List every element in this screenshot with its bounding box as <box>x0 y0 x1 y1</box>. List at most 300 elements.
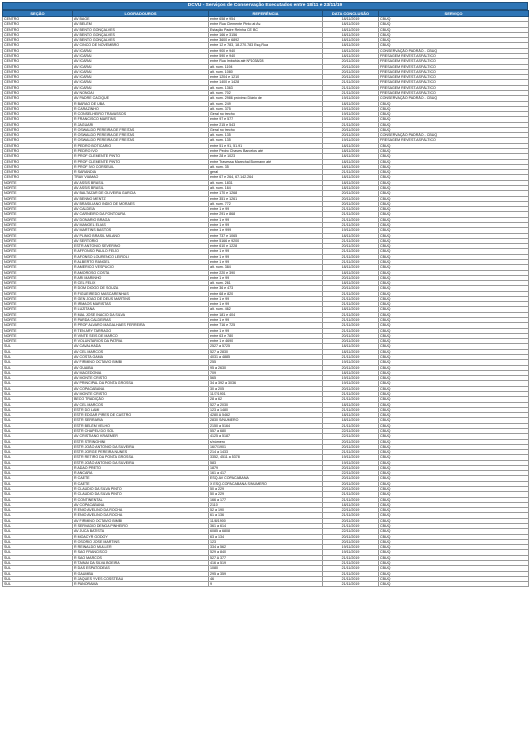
cell-logradouro: AV SERTORIO <box>73 238 209 243</box>
cell-secao: CENTRO <box>3 117 73 122</box>
cell-secao: CENTRO <box>3 32 73 37</box>
cell-servico: CBUQ <box>379 175 529 180</box>
cell-secao: SUL <box>3 376 73 381</box>
cell-referencia: entre 68 e 820 <box>209 291 323 296</box>
cell-secao: SUL <box>3 476 73 481</box>
cell-servico: CBUQ <box>379 149 529 154</box>
cell-secao: SUL <box>3 582 73 587</box>
cell-data-conclusao: 19/11/2019 <box>323 455 379 460</box>
cell-servico: CBUQ <box>379 291 529 296</box>
cell-logradouro: AV JUCA BATISTA <box>73 529 209 534</box>
cell-logradouro: R SAO FRANCISCO <box>73 550 209 555</box>
cell-servico: CBUQ <box>379 233 529 238</box>
cell-servico: CONSERVAÇÃO PADRÃO - CBUQ <box>379 48 529 53</box>
cell-logradouro: R CAETE <box>73 476 209 481</box>
cell-logradouro: ESTR JOÃO ANTONIO DA SILVEIRA <box>73 444 209 449</box>
cell-secao: SUL <box>3 434 73 439</box>
cell-secao: CENTRO <box>3 43 73 48</box>
cell-data-conclusao: 22/11/2019 <box>323 529 379 534</box>
cell-secao: NORTE <box>3 212 73 217</box>
cell-data-conclusao: 21/11/2019 <box>323 328 379 333</box>
cell-servico: CBUQ <box>379 428 529 433</box>
cell-referencia: entre 610 e 1228 <box>209 244 323 249</box>
cell-referencia: 1080 <box>209 566 323 571</box>
cell-secao: CENTRO <box>3 127 73 132</box>
cell-logradouro: R ARI MARINHO <box>73 275 209 280</box>
cell-servico: CBUQ <box>379 450 529 455</box>
cell-data-conclusao: 20/11/2019 <box>323 64 379 69</box>
cell-referencia: entre 1 e 99 <box>209 302 323 307</box>
cell-referencia: 295 a 359 <box>209 571 323 576</box>
column-header-secao: SEÇÃO <box>3 11 73 17</box>
cell-logradouro: R FIGUEIREDO MASCARENHAS <box>73 291 209 296</box>
cell-servico: CBUQ <box>379 333 529 338</box>
cell-referencia: 9 <box>209 582 323 587</box>
cell-referencia: entre 737 e 1065 <box>209 233 323 238</box>
cell-secao: NORTE <box>3 191 73 196</box>
cell-servico: CBUQ <box>379 312 529 317</box>
cell-logradouro: AV BAGE <box>73 17 209 22</box>
cell-servico: CBUQ <box>379 27 529 32</box>
cell-servico: CBUQ <box>379 17 529 22</box>
cell-servico: CBUQ <box>379 207 529 212</box>
cell-secao: NORTE <box>3 228 73 233</box>
column-header-referencia: REFERÊNCIA <box>209 11 323 17</box>
cell-data-conclusao: 20/11/2019 <box>323 444 379 449</box>
cell-secao: SUL <box>3 439 73 444</box>
cell-logradouro: R REINALDO MULLER <box>73 545 209 550</box>
cell-data-conclusao: 18/11/2019 <box>323 43 379 48</box>
cell-servico: CBUQ <box>379 323 529 328</box>
cell-logradouro: AV MANOEL ELIAS <box>73 222 209 227</box>
cell-servico: CBUQ <box>379 386 529 391</box>
cell-logradouro: AV ICARAI <box>73 59 209 64</box>
cell-secao: SUL <box>3 566 73 571</box>
cell-referencia: alt. num. 1831 <box>209 180 323 185</box>
cell-logradouro: AV ICARAI <box>73 53 209 58</box>
cell-logradouro: AV PLINIO BRASIL MILANO <box>73 233 209 238</box>
cell-servico: CBUQ <box>379 249 529 254</box>
cell-logradouro: AV BENTO GONÇALVES <box>73 38 209 43</box>
cell-logradouro: AV CALDEIA <box>73 207 209 212</box>
cell-servico: FRESAGEM REVEST.ASFÁLTICO <box>379 85 529 90</box>
cell-data-conclusao: 20/11/2019 <box>323 191 379 196</box>
cell-secao: NORTE <box>3 281 73 286</box>
cell-secao: NORTE <box>3 265 73 270</box>
cell-data-conclusao: 18/11/2019 <box>323 175 379 180</box>
cell-servico: CBUQ <box>379 275 529 280</box>
cell-data-conclusao: 20/11/2019 <box>323 481 379 486</box>
cell-servico: CBUQ <box>379 566 529 571</box>
cell-data-conclusao: 18/11/2019 <box>323 502 379 507</box>
cell-secao: CENTRO <box>3 69 73 74</box>
cell-logradouro: R PANORAMA <box>73 582 209 587</box>
cell-referencia: 50 a 229 <box>209 487 323 492</box>
cell-data-conclusao: 21/11/2019 <box>323 302 379 307</box>
cell-referencia: entre 1 e 99 <box>209 217 323 222</box>
cell-secao: NORTE <box>3 296 73 301</box>
cell-logradouro: R TEN ARY TARRAGO <box>73 328 209 333</box>
cell-secao: CENTRO <box>3 27 73 32</box>
cell-data-conclusao: 20/11/2019 <box>323 244 379 249</box>
cell-referencia: 2830 S/NUMERO <box>209 418 323 423</box>
column-header-data-conclusao: DATA CONCLUSÃO <box>323 11 379 17</box>
cell-logradouro: AV ICARAI <box>73 69 209 74</box>
cell-secao: SUL <box>3 386 73 391</box>
column-header-logradouros: LOGRADOUROS <box>73 11 209 17</box>
cell-secao: CENTRO <box>3 106 73 111</box>
cell-data-conclusao: 18/11/2019 <box>323 418 379 423</box>
cell-logradouro: AV COSTA GAMA <box>73 355 209 360</box>
cell-referencia: 2527 a 5725 <box>209 344 323 349</box>
cell-secao: SUL <box>3 571 73 576</box>
cell-servico: CBUQ <box>379 127 529 132</box>
cell-referencia: alt. num. 135 <box>209 133 323 138</box>
cell-secao: CENTRO <box>3 164 73 169</box>
cell-secao: CENTRO <box>3 96 73 101</box>
services-table <box>2 10 529 587</box>
cell-referencia: entre 1 e 99 <box>209 207 323 212</box>
cell-data-conclusao: 20/11/2019 <box>323 487 379 492</box>
cell-servico: CBUQ <box>379 418 529 423</box>
cell-servico: CBUQ <box>379 439 529 444</box>
cell-logradouro: R OSWALDO PEREIRA DE FREITAS <box>73 127 209 132</box>
cell-servico: CBUQ <box>379 413 529 418</box>
cell-servico: CBUQ <box>379 455 529 460</box>
cell-secao: CENTRO <box>3 90 73 95</box>
cell-servico: CBUQ <box>379 32 529 37</box>
cell-referencia: 161 a 417 <box>209 471 323 476</box>
cell-data-conclusao: 18/11/2019 <box>323 53 379 58</box>
cell-servico: CBUQ <box>379 376 529 381</box>
cell-referencia: entre 1 e 99 <box>209 296 323 301</box>
cell-data-conclusao: 21/11/2019 <box>323 571 379 576</box>
cell-logradouro: R ANCARA <box>73 471 209 476</box>
cell-servico: CBUQ <box>379 196 529 201</box>
cell-referencia: entre 1400 e 1428 <box>209 80 323 85</box>
cell-referencia: 529 a 840 <box>209 550 323 555</box>
report-title: DCVU - Serviços de Conservação Executados entre 18/11 e 23/11/19 <box>2 2 528 10</box>
cell-servico: CBUQ <box>379 191 529 196</box>
cell-referencia: entre 1 e 99 <box>209 254 323 259</box>
cell-data-conclusao: 21/11/2019 <box>323 259 379 264</box>
cell-secao: NORTE <box>3 196 73 201</box>
cell-secao: CENTRO <box>3 75 73 80</box>
cell-logradouro: AV ASSIS BRASIL <box>73 180 209 185</box>
cell-referencia: alt. num. 249 <box>209 101 323 106</box>
cell-logradouro: AV CINCO DE NOVEMBRO <box>73 43 209 48</box>
cell-secao: CENTRO <box>3 53 73 58</box>
cell-data-conclusao: 21/11/2019 <box>323 492 379 497</box>
cell-referencia: Estação Padre Reinha CE BC <box>209 27 323 32</box>
cell-secao: SUL <box>3 360 73 365</box>
cell-logradouro: AV ICARAI <box>73 75 209 80</box>
cell-referencia: 34 a 392 a 3036 <box>209 381 323 386</box>
cell-referencia: entre 215 e 543 <box>209 122 323 127</box>
cell-servico: CBUQ <box>379 38 529 43</box>
cell-servico: CBUQ <box>379 222 529 227</box>
cell-referencia: alt. num. 1363 <box>209 85 323 90</box>
cell-referencia: alt. num. 462 <box>209 307 323 312</box>
cell-servico: CBUQ <box>379 355 529 360</box>
cell-logradouro: R ADAO PRETO <box>73 465 209 470</box>
cell-data-conclusao: 21/11/2019 <box>323 249 379 254</box>
cell-servico: CONSERVAÇÃO PADRÃO - CBUQ <box>379 96 529 101</box>
cell-secao: SUL <box>3 529 73 534</box>
cell-referencia: 255 <box>209 360 323 365</box>
cell-secao: SUL <box>3 450 73 455</box>
cell-data-conclusao: 18/11/2019 <box>323 270 379 275</box>
cell-secao: SUL <box>3 370 73 375</box>
cell-secao: NORTE <box>3 238 73 243</box>
cell-secao: NORTE <box>3 312 73 317</box>
cell-servico: CBUQ <box>379 476 529 481</box>
cell-referencia: alt. num. 164 <box>209 186 323 191</box>
cell-secao: NORTE <box>3 259 73 264</box>
cell-data-conclusao: 21/11/2019 <box>323 323 379 328</box>
cell-servico: CONSERVAÇÃO PADRÃO - CBUQ <box>379 133 529 138</box>
cell-secao: CENTRO <box>3 143 73 148</box>
cell-secao: SUL <box>3 381 73 386</box>
cell-servico: CBUQ <box>379 381 529 386</box>
cell-referencia: s/número <box>209 439 323 444</box>
cell-referencia: entre 1 e 99 <box>209 275 323 280</box>
cell-logradouro: AV BENNO MENTZ <box>73 196 209 201</box>
cell-servico: FRESAGEM REVEST.ASFÁLTICO <box>379 138 529 143</box>
cell-referencia: 214 a 1433 <box>209 450 323 455</box>
cell-servico: CBUQ <box>379 117 529 122</box>
cell-referencia: alt. num. 135 <box>209 138 323 143</box>
cell-secao: SUL <box>3 365 73 370</box>
cell-data-conclusao: 21/11/2019 <box>323 497 379 502</box>
cell-servico: CBUQ <box>379 164 529 169</box>
cell-servico: CBUQ <box>379 307 529 312</box>
cell-logradouro: AV MONTE CRISTO <box>73 376 209 381</box>
cell-secao: CENTRO <box>3 154 73 159</box>
cell-referencia: entre 166 e 3156 <box>209 32 323 37</box>
cell-referencia: entre Travessa Marechal Bormann até <box>209 159 323 164</box>
cell-logradouro: R CONSELHEIRO TRAVASSOS <box>73 112 209 117</box>
cell-secao: NORTE <box>3 339 73 344</box>
cell-logradouro: R GEN JOAO DE DEUS MARTINS <box>73 296 209 301</box>
cell-secao: SUL <box>3 576 73 581</box>
cell-servico: CBUQ <box>379 296 529 301</box>
cell-secao: SUL <box>3 397 73 402</box>
cell-logradouro: ESTR DO LAMI <box>73 407 209 412</box>
cell-secao: CENTRO <box>3 22 73 27</box>
cell-servico: CBUQ <box>379 265 529 270</box>
cell-servico: CBUQ <box>379 545 529 550</box>
cell-logradouro: R ENIO AVELINO DA ROCHA <box>73 508 209 513</box>
cell-referencia: 30 a 205 <box>209 386 323 391</box>
cell-data-conclusao: 21/11/2019 <box>323 576 379 581</box>
cell-logradouro: ESTR JOÃO ANTONIO DA SILVEIRA <box>73 460 209 465</box>
cell-logradouro: AV COPACABANA <box>73 502 209 507</box>
cell-servico: CBUQ <box>379 201 529 206</box>
cell-referencia: 709 <box>209 370 323 375</box>
cell-logradouro: ESTR STRINGHINI <box>73 439 209 444</box>
cell-servico: CBUQ <box>379 534 529 539</box>
cell-data-conclusao: 20/11/2019 <box>323 201 379 206</box>
cell-servico: CBUQ <box>379 339 529 344</box>
cell-servico: CBUQ <box>379 170 529 175</box>
cell-referencia: 416 a 519 <box>209 560 323 565</box>
cell-referencia: 166 a 177 <box>209 497 323 502</box>
cell-referencia: entre 181 e 404 <box>209 312 323 317</box>
cell-logradouro: R DAS ESPATODEAS <box>73 566 209 571</box>
cell-data-conclusao: 22/11/2019 <box>323 471 379 476</box>
cell-referencia: entre 351 e 1261 <box>209 196 323 201</box>
cell-referencia: entre Pedro Chaves Barcelos até <box>209 149 323 154</box>
cell-servico: CBUQ <box>379 101 529 106</box>
cell-secao: SUL <box>3 407 73 412</box>
cell-referencia: entre 170 e 1268 <box>209 191 323 196</box>
cell-data-conclusao: 21/11/2019 <box>323 524 379 529</box>
cell-referencia: entre 12 e 783, 18.270.783 Esq.Rua <box>209 43 323 48</box>
cell-logradouro: ESTR RETIRO DA PONTA GROSSA <box>73 455 209 460</box>
cell-servico: CBUQ <box>379 582 529 587</box>
cell-data-conclusao: 18/11/2019 <box>323 344 379 349</box>
cell-data-conclusao: 21/11/2019 <box>323 582 379 587</box>
cell-servico: CBUQ <box>379 238 529 243</box>
cell-referencia: alt. num. 2986 próximo Diário de <box>209 96 323 101</box>
cell-secao: SUL <box>3 539 73 544</box>
cell-secao: SUL <box>3 465 73 470</box>
cell-secao: SUL <box>3 455 73 460</box>
cell-servico: CBUQ <box>379 524 529 529</box>
report-page <box>2 2 528 587</box>
cell-secao: CENTRO <box>3 85 73 90</box>
cell-servico: CBUQ <box>379 328 529 333</box>
cell-data-conclusao: 20/11/2019 <box>323 365 379 370</box>
cell-servico: CBUQ <box>379 22 529 27</box>
cell-servico: CBUQ <box>379 560 529 565</box>
cell-secao: SUL <box>3 560 73 565</box>
table-body <box>3 17 529 587</box>
cell-data-conclusao: 18/11/2019 <box>323 281 379 286</box>
cell-data-conclusao: 21/11/2019 <box>323 423 379 428</box>
cell-logradouro: AV DONARIO BRAGA <box>73 217 209 222</box>
cell-referencia: entre 63 e 780 <box>209 333 323 338</box>
cell-referencia: alt. num. 772 <box>209 201 323 206</box>
cell-secao: CENTRO <box>3 80 73 85</box>
cell-logradouro: R VOLUNTARIOS DA PATRIA <box>73 339 209 344</box>
cell-logradouro: R IRMAOS MARISTAS <box>73 302 209 307</box>
cell-secao: SUL <box>3 492 73 497</box>
cell-referencia: Geral no trecho <box>209 112 323 117</box>
cell-secao: CENTRO <box>3 17 73 22</box>
cell-referencia: 1879 <box>209 465 323 470</box>
cell-referencia: entre 291 e 868 <box>209 212 323 217</box>
cell-logradouro: R GAUMBA <box>73 571 209 576</box>
cell-logradouro: AV NONOAI <box>73 90 209 95</box>
cell-data-conclusao: 19/11/2019 <box>323 138 379 143</box>
cell-secao: NORTE <box>3 186 73 191</box>
cell-referencia: 11/8/1900 <box>209 518 323 523</box>
cell-data-conclusao: 21/11/2019 <box>323 238 379 243</box>
cell-data-conclusao: 20/11/2019 <box>323 75 379 80</box>
cell-servico: CBUQ <box>379 555 529 560</box>
cell-data-conclusao: 18/11/2019 <box>323 17 379 22</box>
cell-servico: FRESAGEM REVEST.ASFÁLTICO <box>379 59 529 64</box>
cell-referencia: entre 716 e 725 <box>209 323 323 328</box>
cell-data-conclusao: 18/11/2019 <box>323 143 379 148</box>
cell-referencia: alt. num. 35 <box>209 164 323 169</box>
cell-logradouro: AV CARNEIRO DA FONTOURA <box>73 212 209 217</box>
cell-logradouro: ESTR CHAPEU DO SOL <box>73 428 209 433</box>
cell-secao: SUL <box>3 497 73 502</box>
cell-logradouro: R OSWALDO PEREIRA DE FREITAS <box>73 133 209 138</box>
cell-secao: SUL <box>3 550 73 555</box>
cell-data-conclusao: 20/11/2019 <box>323 465 379 470</box>
cell-referencia: 527 A 377 <box>209 555 323 560</box>
cell-servico: CBUQ <box>379 397 529 402</box>
cell-data-conclusao: 19/11/2019 <box>323 228 379 233</box>
cell-servico: CBUQ <box>379 180 529 185</box>
cell-referencia: 52 a 190 <box>209 508 323 513</box>
cell-logradouro: R ENIO AVELINO DA ROCHA <box>73 513 209 518</box>
cell-secao: SUL <box>3 402 73 407</box>
cell-secao: SUL <box>3 418 73 423</box>
cell-servico: CBUQ <box>379 508 529 513</box>
cell-servico: CBUQ <box>379 492 529 497</box>
cell-data-conclusao: 19/11/2019 <box>323 112 379 117</box>
cell-servico: CBUQ <box>379 391 529 396</box>
cell-logradouro: R CARAZINHO <box>73 106 209 111</box>
cell-servico: CBUQ <box>379 43 529 48</box>
cell-referencia: entre 1 e 999 <box>209 228 323 233</box>
cell-referencia: 123 <box>209 539 323 544</box>
cell-referencia: entre 1 e 99 <box>209 249 323 254</box>
cell-logradouro: R LUZITANA <box>73 307 209 312</box>
cell-logradouro: AV FIRMINO OCTAVIO BIMBI <box>73 518 209 523</box>
cell-secao: NORTE <box>3 217 73 222</box>
cell-data-conclusao: 19/11/2019 <box>323 117 379 122</box>
cell-secao: CENTRO <box>3 59 73 64</box>
cell-secao: SUL <box>3 502 73 507</box>
cell-referencia: 63 a 134 <box>209 534 323 539</box>
cell-logradouro: R SARANDIA <box>73 170 209 175</box>
cell-servico: CBUQ <box>379 254 529 259</box>
cell-logradouro: R AFFONSO PAULO FEIJO <box>73 249 209 254</box>
cell-secao: NORTE <box>3 318 73 323</box>
cell-data-conclusao: 20/11/2019 <box>323 534 379 539</box>
cell-referencia: 16/7/1901 <box>209 444 323 449</box>
cell-data-conclusao: 20/11/2019 <box>323 69 379 74</box>
cell-servico: CBUQ <box>379 286 529 291</box>
cell-secao: CENTRO <box>3 101 73 106</box>
cell-servico: FRESAGEM REVEST.ASFÁLTICO <box>379 64 529 69</box>
cell-secao: NORTE <box>3 233 73 238</box>
cell-referencia: X ESQ.COPACABANA S/NUMERO <box>209 481 323 486</box>
cell-servico: CBUQ <box>379 244 529 249</box>
cell-referencia: Geral no trecho <box>209 127 323 132</box>
cell-data-conclusao: 18/11/2019 <box>323 38 379 43</box>
cell-logradouro: ESTR BELÉM VELHO <box>73 423 209 428</box>
cell-referencia: alt. num. 702 <box>209 90 323 95</box>
cell-data-conclusao: 19/11/2019 <box>323 376 379 381</box>
cell-referencia: entre 51 e 91, 51.91 <box>209 143 323 148</box>
cell-servico: CBUQ <box>379 576 529 581</box>
cell-referencia: geral <box>209 170 323 175</box>
cell-data-conclusao: 20/11/2019 <box>323 539 379 544</box>
cell-logradouro: AV CEL MARCOS <box>73 349 209 354</box>
cell-servico: CBUQ <box>379 402 529 407</box>
cell-logradouro: AV BALTAZAR DE OLIVEIRA GARCIA <box>73 191 209 196</box>
cell-data-conclusao: 21/11/2019 <box>323 170 379 175</box>
cell-servico: CBUQ <box>379 487 529 492</box>
cell-data-conclusao: 21/11/2019 <box>323 80 379 85</box>
